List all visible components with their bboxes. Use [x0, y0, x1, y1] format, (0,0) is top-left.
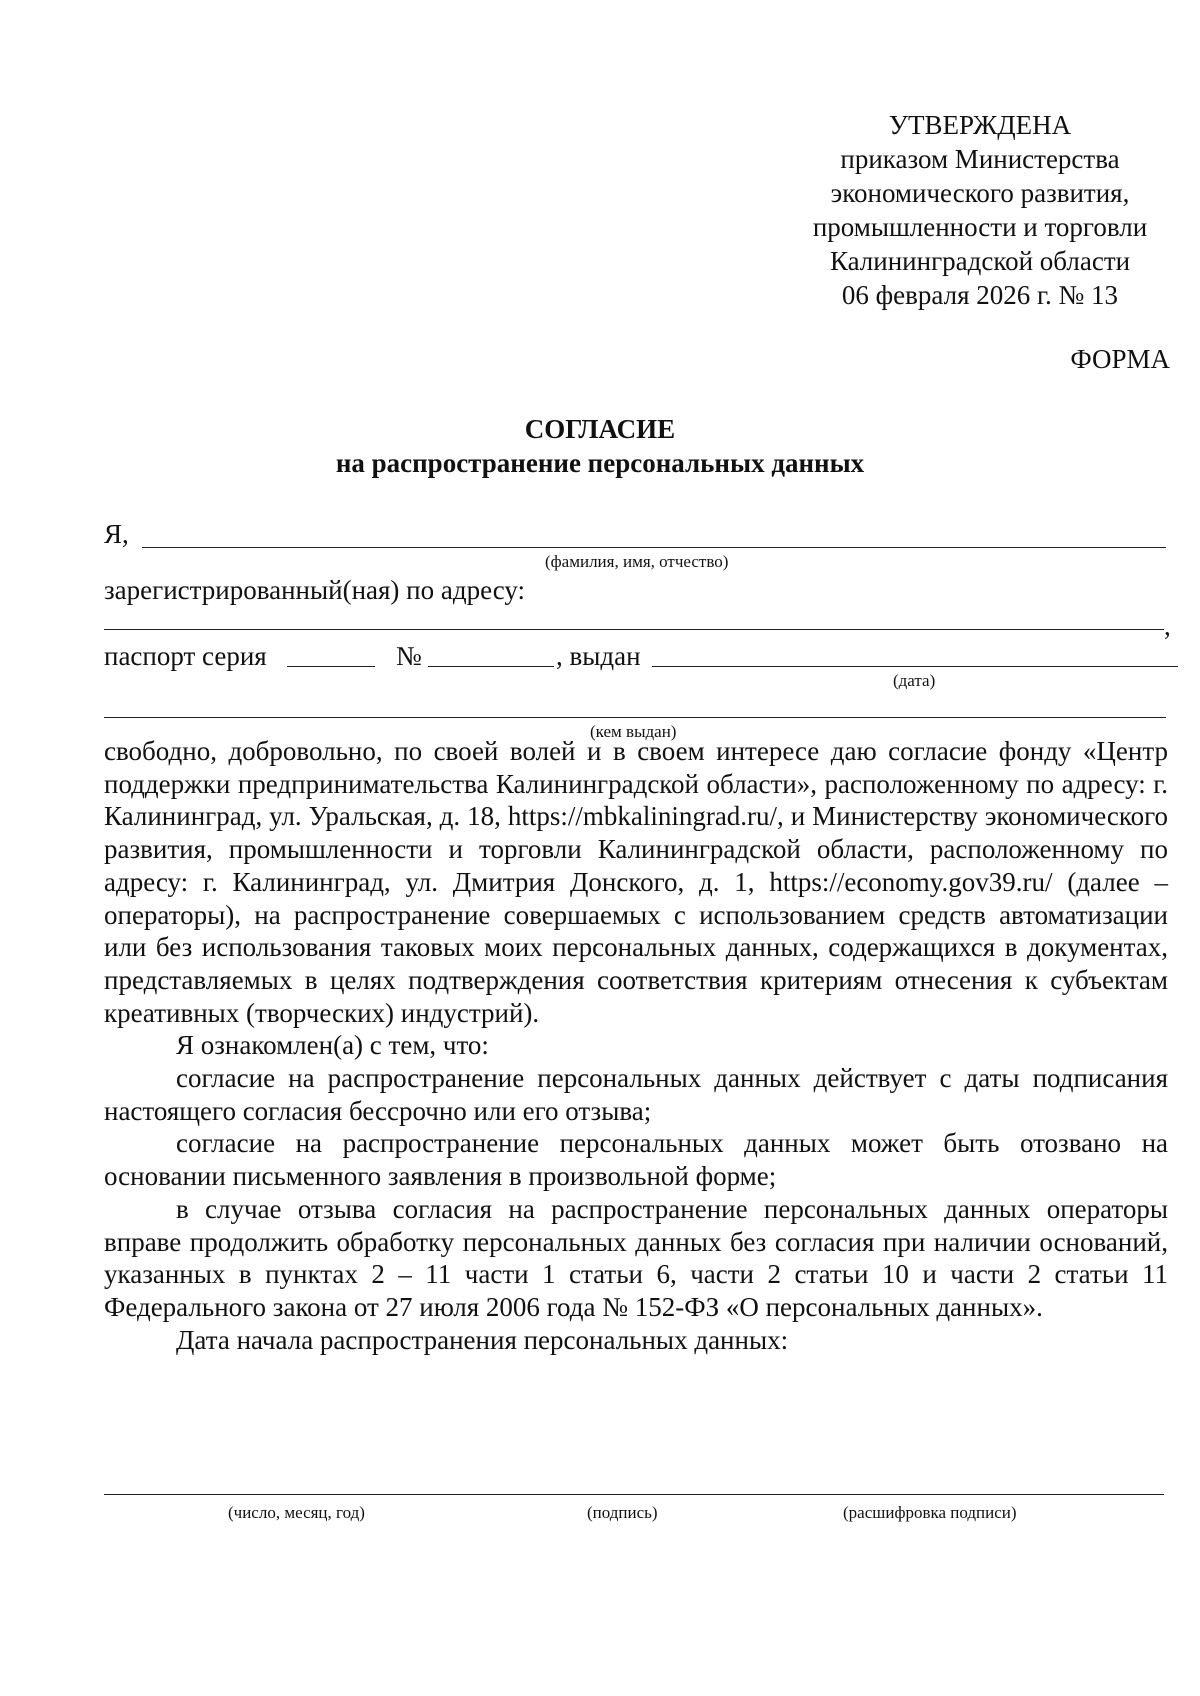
date-signed-caption: (число, месяц, год) — [228, 1503, 365, 1522]
fio-caption: (фамилия, имя, отчество) — [545, 552, 729, 571]
i-prefix: Я, — [104, 519, 129, 549]
document-title — [0, 412, 1200, 480]
signature-caption: (подпись) — [587, 1503, 658, 1522]
issued-by-field[interactable] — [104, 717, 1166, 718]
consent-body — [104, 735, 1168, 1356]
main-paragraph: свободно, добровольно, по своей волей и в своем интересе даю согласие фонду «Центр поддержки предпринимательства Калининградской области», расположенному по адресу: г. Калининград, ул. Уральская, д. 18, https://mbkaliningrad.ru/, и Министерству экономического развития, промышленности и торговли Калининградской области, расположенному по адресу: г. Калининград, ул. Дмитрия Донского, д. 1, https://economy.gov39.ru/ (далее – операторы), на распространение совершаемых с использованием средств автоматизации или без использования таковых моих персональных данных, содержащихся в документах, представляемых в целях подтверждения соответствия критериям отнесения к субъектам креативных (творческих) индустрий). — [104, 736, 1168, 1028]
form-label: ФОРМА — [1070, 344, 1170, 374]
issue-date-field[interactable] — [652, 666, 1178, 667]
issued-by-caption: (кем выдан) — [590, 722, 677, 741]
passport-series-field[interactable] — [287, 666, 375, 667]
approval-line: 06 февраля 2026 г. № 13 — [841, 280, 1119, 310]
date-caption: (дата) — [893, 671, 936, 690]
signature-decoding-caption: (расшифровка подписи) — [843, 1503, 1017, 1522]
address-field[interactable] — [104, 629, 1164, 630]
start-date-paragraph: Дата начала распространения персональных данных: — [176, 1324, 789, 1355]
passport-series-label: паспорт серия — [104, 641, 267, 671]
acknowledged-paragraph: Я ознакомлен(а) с тем, что: — [176, 1030, 489, 1061]
passport-number-field[interactable] — [428, 666, 554, 667]
consent-item-1: согласие на распространение персональных данных действует с даты подписания настоящего согласия бессрочно или его отзыва; — [104, 1063, 1168, 1126]
title-line-1: СОГЛАСИЕ — [524, 414, 676, 444]
approval-block — [780, 108, 1180, 312]
consent-item-3: в случае отзыва согласия на распространение персональных данных операторы вправе продолжить обработку персональных данных без согласия при наличии оснований, указанных в пунктах 2 – 11 части 1 статьи 6, части 2 статьи 10 и части 2 статьи 11 Федерального закона от 27 июля 2006 года № 152-ФЗ «О персональных данных». — [104, 1193, 1168, 1322]
passport-number-label: № — [396, 641, 422, 671]
signature-field[interactable] — [104, 1494, 1164, 1495]
approval-line: приказом Министерства — [840, 144, 1120, 174]
approval-line: экономического развития, — [830, 178, 1130, 208]
approval-line: промышленности и торговли — [812, 212, 1148, 242]
registered-label: зарегистрированный(ная) по адресу: — [104, 575, 526, 605]
address-comma: , — [1164, 611, 1171, 641]
title-line-2: на распространение персональных данных — [335, 448, 865, 478]
consent-item-2: согласие на распространение персональных данных может быть отозвано на основании письменного заявления в произвольной форме; — [104, 1128, 1168, 1192]
issued-label: , выдан — [556, 641, 641, 671]
approval-line: УТВЕРЖДЕНА — [888, 110, 1072, 140]
approval-line: Калининградской области — [829, 246, 1131, 276]
fio-field[interactable] — [142, 547, 1166, 548]
